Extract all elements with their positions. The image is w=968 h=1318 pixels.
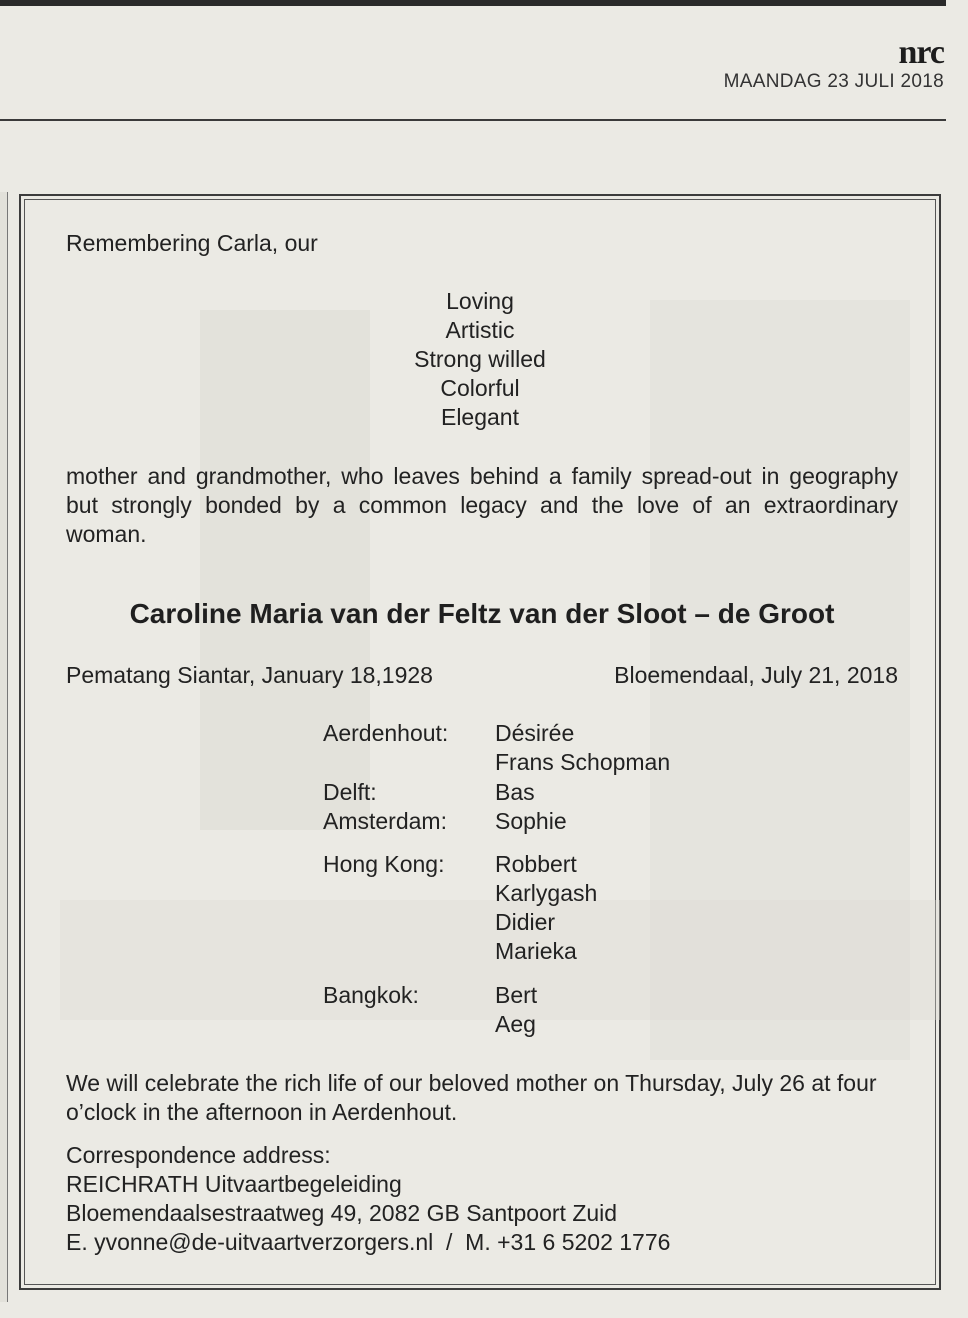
family-member: Bas	[495, 779, 535, 805]
background-shade	[200, 310, 370, 830]
correspondence-line: REICHRATH Uitvaartbegeleiding	[66, 1171, 402, 1197]
family-member: Désirée	[495, 720, 575, 746]
quality-item: Elegant	[440, 404, 519, 430]
correspondence-heading: Correspondence address:	[66, 1142, 331, 1168]
family-city: Hong Kong:	[323, 851, 445, 877]
family-city: Aerdenhout:	[323, 720, 449, 746]
birth-place-date: Pematang Siantar, January 18,1928	[66, 662, 433, 688]
qualities-list	[380, 287, 580, 432]
family-member: Aeg	[495, 1011, 536, 1037]
correspondence-line: Bloemendaalsestraatweg 49, 2082 GB Santpoort Zuid	[66, 1200, 618, 1226]
family-member: Karlygash	[495, 880, 598, 906]
quality-item: Colorful	[440, 375, 520, 401]
family-city: Amsterdam:	[323, 808, 447, 834]
family-city: Delft:	[323, 779, 377, 805]
death-place-date: Bloemendaal, July 21, 2018	[614, 662, 898, 688]
quality-item: Loving	[446, 288, 514, 314]
family-member: Didier	[495, 909, 556, 935]
header-rule	[0, 119, 946, 121]
family-member: Marieka	[495, 938, 577, 964]
family-member: Robbert	[495, 851, 577, 877]
quality-item: Strong willed	[414, 346, 546, 372]
newspaper-logo: nrc	[898, 34, 944, 71]
top-rule	[0, 0, 946, 6]
quality-item: Artistic	[445, 317, 515, 343]
family-member: Bert	[495, 982, 538, 1008]
tribute-paragraph: mother and grandmother, who leaves behind a family spread-out in geography but strongly bonded by a common legacy and the love of an extraordinary woman.	[66, 463, 898, 547]
celebration-text: We will celebrate the rich life of our beloved mother on Thursday, July 26 at four o’clock in the afternoon in Aerdenhout.	[66, 1070, 877, 1125]
deceased-name: Caroline Maria van der Feltz van der Sloot – de Groot	[129, 598, 835, 629]
issue-date: MAANDAG 23 JULI 2018	[723, 71, 944, 92]
intro-line: Remembering Carla, our	[66, 230, 318, 256]
adjacent-column-edge	[0, 192, 8, 1302]
correspondence-contact: E. yvonne@de-uitvaartverzorgers.nl / M. +31 6 5202 1776	[66, 1229, 671, 1255]
family-member: Frans Schopman	[495, 749, 671, 775]
family-member: Sophie	[495, 808, 567, 834]
family-city: Bangkok:	[323, 982, 419, 1008]
